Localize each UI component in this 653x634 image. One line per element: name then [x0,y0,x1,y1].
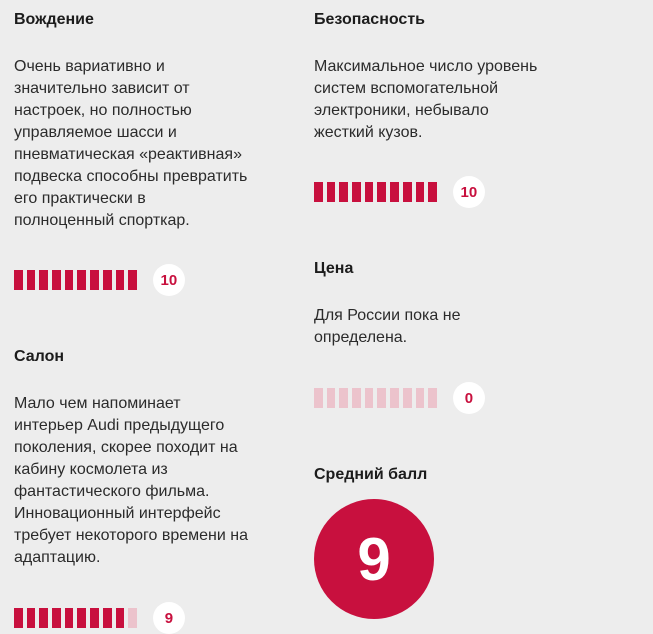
rating-bar [90,270,99,290]
rating-bar [103,270,112,290]
interior-section [14,347,304,569]
price-text: Для России пока не определена. [314,307,461,346]
rating-bar [128,608,137,628]
rating-bar [27,270,36,290]
rating-bar [403,388,412,408]
rating-bar [339,388,348,408]
interior-heading: Салон [14,348,65,365]
safety-heading: Безопасность [314,11,425,28]
safety-rating-bars [314,182,437,202]
rating-bar [314,182,323,202]
rating-bar [14,608,23,628]
rating-bar [403,182,412,202]
price-score-badge: 0 [453,382,485,414]
driving-rating-bars [14,270,137,290]
driving-score-badge: 10 [153,264,185,296]
price-section [314,259,604,349]
rating-bar [327,388,336,408]
safety-score-badge: 10 [453,176,485,208]
interior-text: Мало чем напоминает интерьер Audi предыдущего поколения, скорее походит на кабину космолета из фантастического фильма. Инновационный интерфейс требует некоторого времени на адаптацию. [14,395,248,566]
price-rating-bars [314,388,437,408]
rating-bar [327,182,336,202]
rating-bar [377,388,386,408]
rating-bar [428,182,437,202]
rating-bar [390,182,399,202]
rating-bar [365,182,374,202]
rating-bar [52,270,61,290]
safety-section [314,10,604,144]
rating-bar [39,270,48,290]
driving-text: Очень вариативно и значительно зависит от настроек, но полностью управляемое шасси и пневматическая «реактивная» подвеска способны превратить его практически в полноценный спорткар. [14,58,248,229]
price-rating [314,382,485,414]
interior-rating [14,602,185,634]
rating-bar [128,270,137,290]
rating-bar [116,608,125,628]
driving-rating [14,264,185,296]
rating-bar [65,608,74,628]
safety-text: Максимальное число уровень систем вспомогательной электроники, небывало жесткий кузов. [314,58,538,141]
interior-score-badge: 9 [153,602,185,634]
rating-bar [365,388,374,408]
rating-bar [428,388,437,408]
rating-bar [39,608,48,628]
rating-bar [314,388,323,408]
rating-bar [77,270,86,290]
rating-bar [77,608,86,628]
rating-bar [27,608,36,628]
average-score-circle: 9 [314,499,434,619]
price-heading: Цена [314,260,354,277]
rating-bar [416,182,425,202]
interior-rating-bars [14,608,137,628]
rating-bar [90,608,99,628]
safety-rating [314,176,485,208]
rating-bar [377,182,386,202]
rating-bar [390,388,399,408]
driving-heading: Вождение [14,11,94,28]
rating-bar [416,388,425,408]
driving-section [14,10,304,232]
rating-bar [352,182,361,202]
average-heading: Средний балл [314,466,428,483]
rating-bar [352,388,361,408]
rating-bar [339,182,348,202]
rating-bar [116,270,125,290]
rating-bar [65,270,74,290]
average-section [314,465,604,485]
rating-bar [14,270,23,290]
rating-bar [52,608,61,628]
rating-bar [103,608,112,628]
